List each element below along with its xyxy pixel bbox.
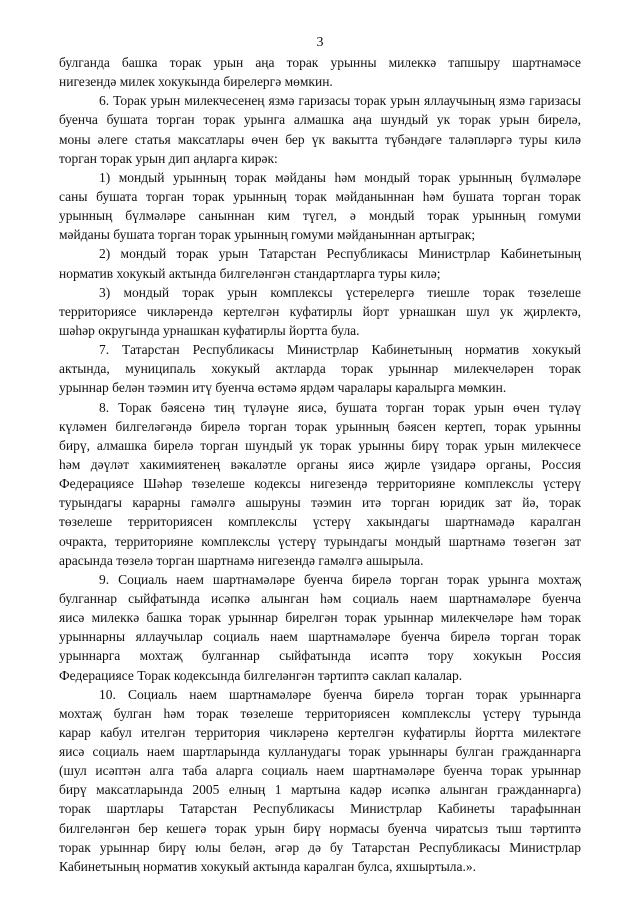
text-line: булганда башка торак урын аңа торак урынны милеккә тапшыру шартнамәсе xyxy=(59,55,581,70)
text-line: төзелеше территориясен комплекслы үстерү хакындагы шартнамәдә каралган xyxy=(59,514,581,530)
paragraph-10-start: 10. Социаль наем шартнамәләре буенча бирелә торган торак урыннарга xyxy=(99,686,581,702)
text-line: Кабинетының норматив хокукый актында каралган булса, яхшыртыла.». xyxy=(59,858,477,874)
list-item-2-start: 2) мондый торак урын Татарстан Республикасы Министрлар Кабинетының xyxy=(99,246,581,262)
text-line: Федерациясе Торак кодексында билгеләнгән тәртиптә саклап калалар. xyxy=(59,667,463,683)
list-item-3-start: 3) мондый торак урын комплексы үстерелергә тиешле торак төзелеше xyxy=(99,284,581,300)
text-line: Федерациясе Шәһәр төзелеше кодексы нигезендә территорияне комплекслы үстерү xyxy=(59,476,581,492)
text-line: актында, муниципаль хокукый актларда торак урыннар милекчеләрен торак xyxy=(59,361,581,377)
text-line: территориясе чикләрендә кертелгән куфатирлы йорт урнашкан шул ук җирлектә, xyxy=(59,303,581,319)
text-line: норматив хокукый актында билгеләнгән стандартларга туры килә; xyxy=(59,265,441,281)
text-line: мәйданы бушата торган торак урынның гомуми мәйданыннан артыграк; xyxy=(59,227,476,243)
text-line: мохтаҗ булган һәм торак төзелеше территориясен комплекслы үстерү турында xyxy=(59,705,581,721)
text-line: саны бушата торган торак урынның торак мәйданыннан һәм бушата торган торак xyxy=(59,188,581,204)
text-line: моны әлеге статья максатлары өчен бер үк вакытта түбәндәге таләпләргә туры килә xyxy=(59,131,581,147)
text-line: бирү максатларында 2005 елның 1 мартына кадәр исәпкә алынган гражданнарга) xyxy=(59,782,581,798)
list-item-1-start: 1) мондый урынның торак мәйданы һәм мондый торак урынның бүлмәләре xyxy=(99,169,581,185)
text-line: буенча бушата торган торак урынга алмашка аңа шундый ук торак урын бирелә, xyxy=(59,112,581,128)
document-body xyxy=(59,53,581,876)
text-line: торган торак урын дип аңларга кирәк: xyxy=(59,150,278,166)
text-line: булганнар сыйфатында исәпкә алынган һәм социаль наем шартнамәләре буенча xyxy=(59,590,581,606)
text-line: шәһәр округында урнашкан куфатирлы йортта була. xyxy=(59,322,360,338)
text-line: карар кабул ителгән территория чикләренә кертелгән куфатирлы йортта милектәге xyxy=(59,724,581,740)
text-line: күләмен билгеләгәндә бирелә торган торак урынның бәясен кертеп, торак урынны xyxy=(59,418,581,434)
text-line: арасында төзелә торган шартнамә нигезендә гамәлгә ашырыла. xyxy=(59,552,424,568)
text-line: очракта, территорияне комплекслы үстерү турындагы мондый шартнамә төзегән зат xyxy=(59,533,581,549)
text-line: турындагы карарны гамәлгә ашыруны тәэмин итә торган юридик зат йә, торак xyxy=(59,495,581,511)
text-line: урыннарны яллаучылар социаль наем шартнамәләре буенча бирелә торган торак xyxy=(59,629,581,645)
paragraph-8-start: 8. Торак бәясенә тиң түләүне яисә, бушата торган торак урын өчен түләү xyxy=(99,399,581,415)
page-number: 3 xyxy=(316,35,324,50)
text-line: торак урыннар бирү юлы белән, әгәр дә бу Татарстан Республикасы Министрлар xyxy=(59,839,581,855)
text-line: урыннар белән тәэмин итү буенча өстәмә ярдәм чаралары каралырга мөмкин. xyxy=(59,380,507,396)
text-line: билгеләнгән бер кешегә торак урын бирү нормасы буенча чиратсыз тыш тәртиптә xyxy=(59,820,581,836)
text-line: урыннарга мохтаҗ булганнар сыйфатында исәптә тору хокукын Россия xyxy=(59,648,581,664)
text-line: урынның бүлмәләре саныннан ким түгел, ә мондый торак урынның гомуми xyxy=(59,208,581,224)
text-line: яисә милеккә башка торак урыннар бирелгән торак урыннар милекчеләре һәм торак xyxy=(59,610,581,626)
text-line: һәм дәүләт хакимиятенең вәкаләтле органы яисә җирле үзидарә органы, Россия xyxy=(59,456,581,472)
paragraph-9-start: 9. Социаль наем шартнамәләре буенча бирелә торган торак урынга мохтаҗ xyxy=(99,571,581,587)
text-line: нигезендә милек хокукында бирелергә мөмкин. xyxy=(59,74,333,90)
text-line: бирү, алмашка бирелә торган шундый ук торак урынны бирү торак урын милекчесе xyxy=(59,437,581,453)
text-line: яисә социаль наем шартларында кулланудагы торак урыннары булган гражданнарга xyxy=(59,744,581,760)
paragraph-6-start: 6. Торак урын милекчесенең язмә гаризасы торак урын яллаучының язмә гаризасы xyxy=(99,93,581,109)
text-line: торак шартлары Татарстан Республикасы Министрлар Кабинеты тарафыннан xyxy=(59,801,581,817)
text-line: (шул исәптән алга таба аларга социаль наем шартнамәләре буенча торак урыннар xyxy=(59,763,581,779)
paragraph-7-start: 7. Татарстан Республикасы Министрлар Кабинетының норматив хокукый xyxy=(99,342,581,358)
